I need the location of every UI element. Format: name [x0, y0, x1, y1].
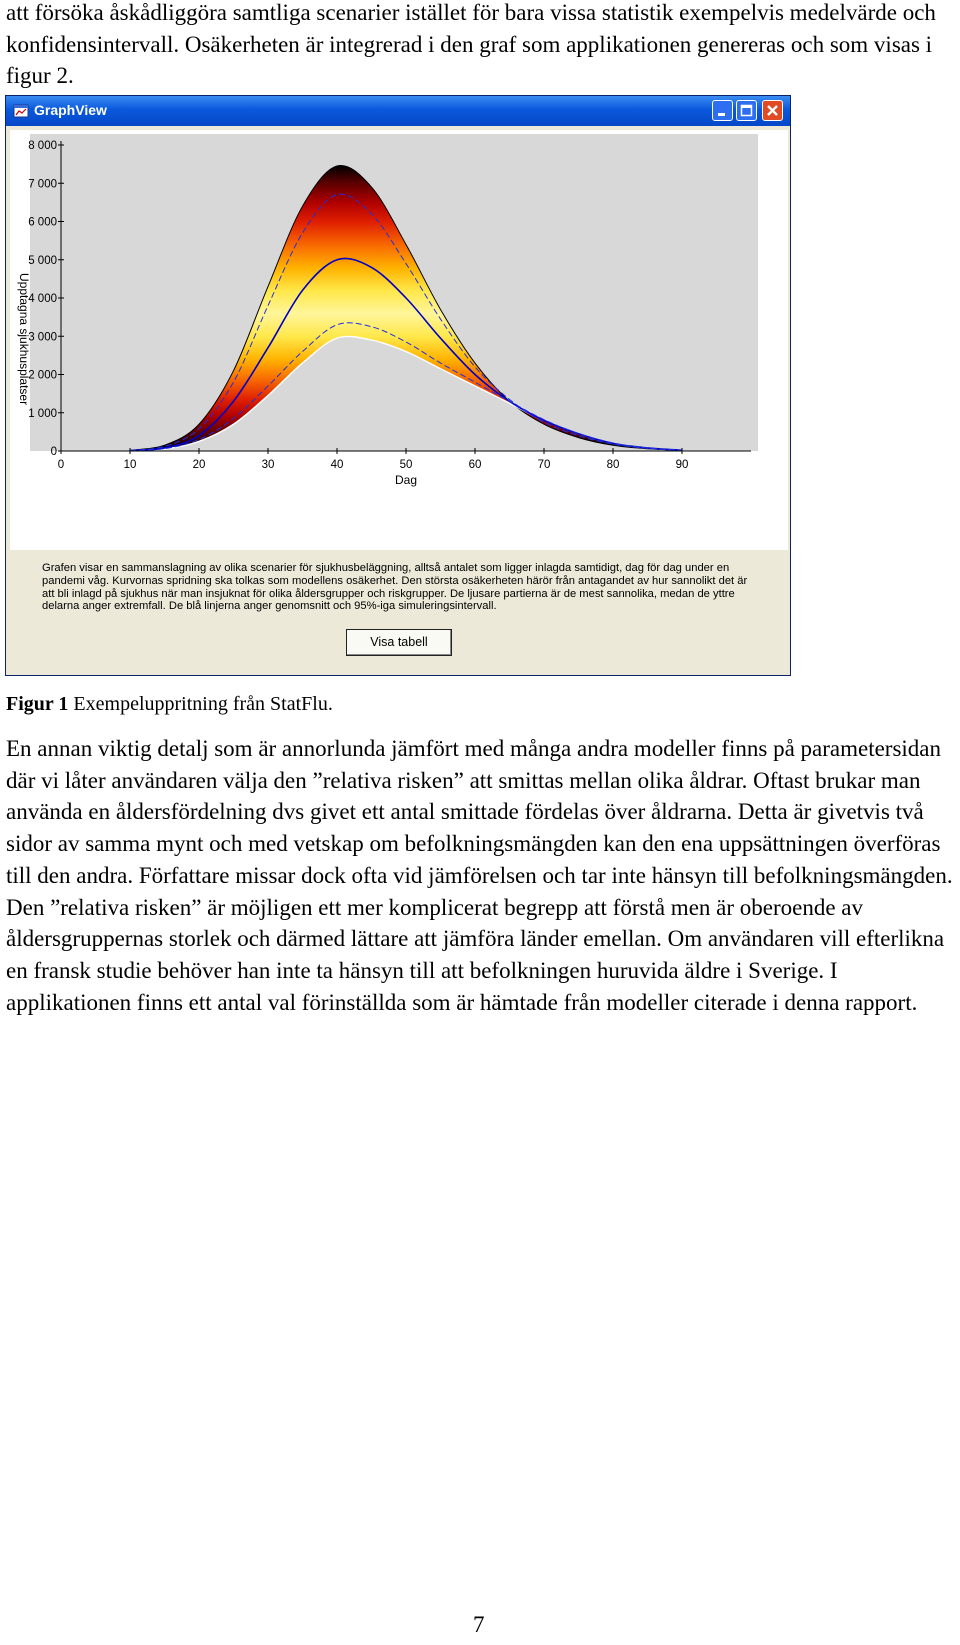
plot-area — [10, 130, 788, 550]
figure-caption — [6, 693, 333, 716]
x-tick-label: 80 — [606, 459, 620, 471]
hospital-occupancy-chart — [10, 130, 788, 550]
x-tick-label: 30 — [261, 459, 275, 471]
x-tick-label: 60 — [468, 459, 482, 471]
x-tick-label: 20 — [192, 459, 206, 471]
chart-description: Grafen visar en sammanslagning av olika scenarier för sjukhusbeläggning, alltså antalet som ligger inlagda samtidigt, dag för dag under en pandemi våg. Kurvornas spridning ska tolkas som modellens osäkerhet. Den största osäkerheten härör från antagandet av hur sannolikt det är att bli inlagd på sjukhus när man insjuknat för olika åldersgrupper och riskgrupper. De ljusare partierna är de mest sannolika, medan de yttre delarna anger extremfall. De blå linjerna anger genomsnitt och 95%-iga simuleringsintervall. — [42, 562, 748, 613]
close-icon — [763, 101, 782, 120]
page-number: 7 — [473, 1612, 485, 1637]
y-tick-label: 8 000 — [28, 140, 57, 152]
x-tick-label: 0 — [57, 459, 65, 471]
x-tick-label: 70 — [537, 459, 551, 471]
x-tick-label: 10 — [123, 459, 137, 471]
app-icon — [13, 103, 29, 119]
paragraph-body: En annan viktig detalj som är annorlunda jämfört med många andra modeller finns på parametersidan där vi låter användaren välja den ”relativa risken” att smittas mellan olika åldrar. Oftast brukar man använda en åldersfördelning dvs givet ett antal smittade fördelas över åldrarna. Detta är givetvis två sidor av samma mynt och med vetskap om befolkningsmängden kan den ena uppsättningen överföras till den andra. Författare missar dock ofta vid jämförelsen och tar inte hänsyn till befolkningsmängden. Den ”relativa risken” är möjligen ett mer komplicerat begrepp att förstå men är oberoende av åldersgruppernas storlek och därmed lättare att jämföra länder emellan. Om användaren vill efterlikna en fransk studie behöver han inte ta hänsyn till att befolkningen huruvida äldre i Sverige. I applikationen finns ett antal val förinställda som är hämtade från modeller citerade i denna rapport. — [6, 736, 953, 1015]
graphview-window — [5, 95, 791, 676]
paragraph-intro: att försöka åskådliggöra samtliga scenarier istället för bara vissa statistik exempelvis medelvärde och konfidensintervall. Osäkerheten är integrerad i den graf som applikationen genereras och som visas i figur 2. — [6, 0, 936, 89]
window-title: GraphView — [34, 102, 107, 118]
maximize-icon — [737, 101, 756, 120]
minimize-icon — [713, 101, 732, 120]
y-tick-label: 4 000 — [28, 293, 57, 305]
maximize-button[interactable] — [736, 100, 757, 121]
caption-text: Exempeluppritning från StatFlu. — [68, 693, 333, 715]
visa-tabell-button[interactable]: Visa tabell — [346, 629, 452, 656]
y-tick-label: 6 000 — [28, 216, 57, 229]
x-tick-label: 40 — [330, 459, 344, 471]
x-axis-label: Dag — [394, 473, 418, 487]
y-tick-label: 3 000 — [28, 331, 57, 344]
y-tick-label: 2 000 — [28, 369, 57, 382]
y-tick-label: 1 000 — [28, 407, 57, 420]
y-axis-label: Upptagna sjukhusplatser — [17, 273, 31, 406]
y-tick-label: 7 000 — [28, 178, 57, 191]
window-titlebar[interactable] — [6, 96, 790, 126]
y-tick-label: 0 — [50, 446, 57, 458]
x-tick-label: 50 — [399, 459, 413, 471]
y-tick-label: 5 000 — [28, 254, 57, 267]
caption-label: Figur 1 — [6, 693, 69, 715]
close-button[interactable] — [762, 100, 783, 121]
x-tick-label: 90 — [675, 459, 689, 471]
minimize-button[interactable] — [712, 100, 733, 121]
